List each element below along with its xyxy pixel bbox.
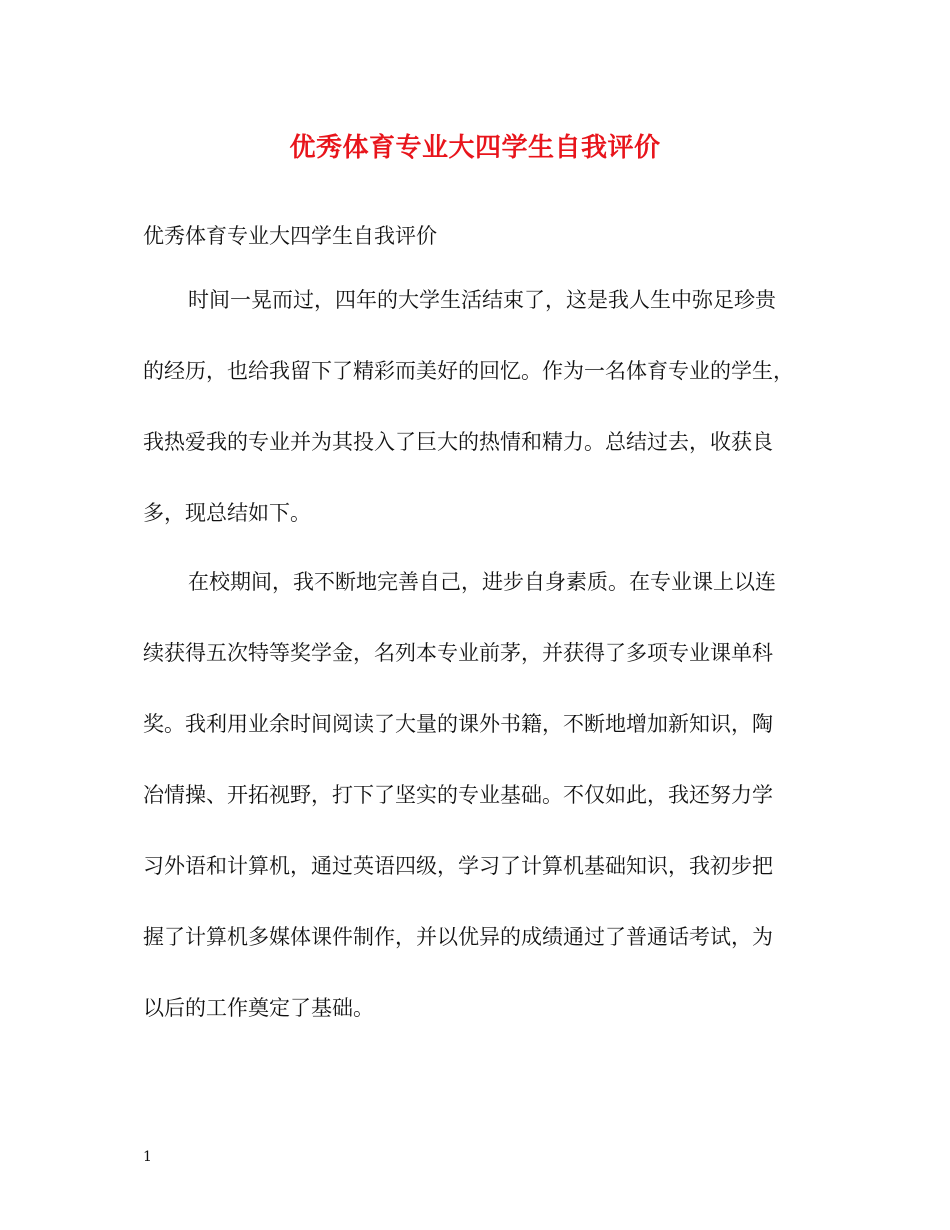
paragraph-2-line-3: 奖。我利用业余时间阅读了大量的课外书籍，不断地增加新知识，陶 <box>143 712 773 736</box>
page-number: 1 <box>143 1149 152 1165</box>
paragraph-2-line-6: 握了计算机多媒体课件制作，并以优异的成绩通过了普通话考试，为 <box>143 925 773 949</box>
paragraph-1-line-3: 我热爱我的专业并为其投入了巨大的热情和精力。总结过去，收获良 <box>143 430 773 454</box>
paragraph-2-line-4: 冶情操、开拓视野，打下了坚实的专业基础。不仅如此，我还努力学 <box>143 783 773 807</box>
paragraph-1-line-2: 的经历，也给我留下了精彩而美好的回忆。作为一名体育专业的学生， <box>143 359 794 383</box>
paragraph-2-line-5: 习外语和计算机，通过英语四级，学习了计算机基础知识，我初步把 <box>143 854 773 878</box>
document-title: 优秀体育专业大四学生自我评价 <box>289 133 661 163</box>
paragraph-2-line-1: 在校期间，我不断地完善自己，进步自身素质。在专业课上以连 <box>188 570 776 594</box>
paragraph-1-line-4: 多，现总结如下。 <box>143 501 311 525</box>
paragraph-1-line-1: 时间一晃而过，四年的大学生活结束了，这是我人生中弥足珍贵 <box>188 288 776 312</box>
paragraph-2-line-7: 以后的工作奠定了基础。 <box>143 996 374 1020</box>
document-subtitle: 优秀体育专业大四学生自我评价 <box>143 224 437 248</box>
paragraph-2-line-2: 续获得五次特等奖学金，名列本专业前茅，并获得了多项专业课单科 <box>143 641 773 665</box>
